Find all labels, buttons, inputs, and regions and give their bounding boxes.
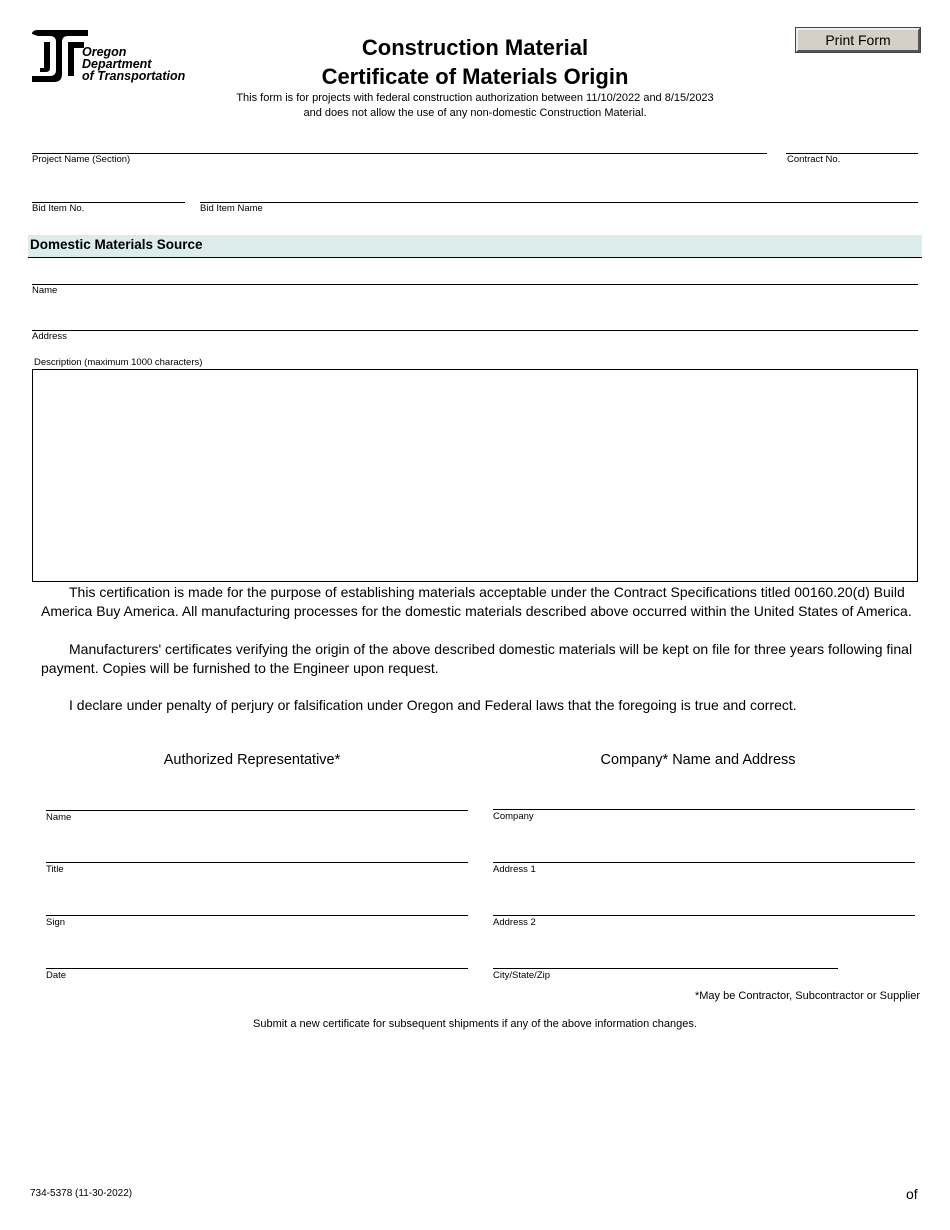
company-label: Company xyxy=(493,811,534,822)
footnote: *May be Contractor, Subcontractor or Supplier xyxy=(694,990,920,1002)
address2-label: Address 2 xyxy=(493,917,536,928)
company-field[interactable] xyxy=(493,809,915,810)
bid-item-no-label: Bid Item No. xyxy=(32,203,85,214)
source-address-label: Address xyxy=(32,331,67,342)
rep-date-label: Date xyxy=(46,970,67,981)
rep-sign-label: Sign xyxy=(46,917,66,928)
declaration-paragraph: I declare under penalty of perjury or falsification under Oregon and Federal laws that the foregoing is true and correct. xyxy=(69,697,797,713)
bid-item-name-label: Bid Item Name xyxy=(200,203,263,214)
project-name-field[interactable] xyxy=(32,153,767,154)
source-name-label: Name xyxy=(32,285,58,296)
form-number: 734-5378 (11-30-2022) xyxy=(30,1188,133,1199)
rep-title-field[interactable] xyxy=(46,862,468,863)
source-address-field[interactable] xyxy=(32,330,918,331)
address1-field[interactable] xyxy=(493,862,915,863)
form-title xyxy=(230,33,720,91)
section-header-domestic-source xyxy=(28,235,922,258)
description-textarea[interactable] xyxy=(32,369,918,582)
rep-name-field[interactable] xyxy=(46,810,468,811)
source-name-field[interactable] xyxy=(32,284,918,285)
rep-name-label: Name xyxy=(46,812,72,823)
subtitle-line-1: This form is for projects with federal construction authorization between 11/10/2022 and 8/15/2023 xyxy=(236,92,714,104)
project-name-label: Project Name (Section) xyxy=(32,154,131,165)
rep-title-label: Title xyxy=(46,864,64,875)
odot-logo xyxy=(28,28,218,88)
section-title: Domestic Materials Source xyxy=(30,237,203,252)
title-line-2: Certificate of Materials Origin xyxy=(321,64,629,89)
city-state-zip-field[interactable] xyxy=(493,968,838,969)
authorized-rep-heading: Authorized Representative* xyxy=(163,752,341,768)
print-form-button[interactable]: Print Form xyxy=(796,28,920,52)
description-label: Description (maximum 1000 characters) xyxy=(34,357,203,368)
title-line-1: Construction Material xyxy=(361,35,589,60)
rep-sign-field[interactable] xyxy=(46,915,468,916)
certification-paragraph-2: Manufacturers' certificates verifying the origin of the above described domestic materials will be kept on file for three years following final payment. Copies will be furnished to the Engineer upon request. xyxy=(41,641,913,676)
form-subtitle xyxy=(160,91,790,121)
subtitle-line-2: and does not allow the use of any non-domestic Construction Material. xyxy=(303,107,647,119)
page-of: of xyxy=(906,1186,918,1202)
company-heading: Company* Name and Address xyxy=(600,752,796,768)
rep-date-field[interactable] xyxy=(46,968,468,969)
bid-item-name-field[interactable] xyxy=(200,202,918,203)
address1-label: Address 1 xyxy=(493,864,536,875)
address2-field[interactable] xyxy=(493,915,915,916)
certification-paragraph-1: This certification is made for the purpose of establishing materials acceptable under the Contract Specifications titled 00160.20(d) Build America Buy America. All manufacturing processes for the domestic materials described above occurred within the United States of America. xyxy=(41,584,912,619)
submit-note: Submit a new certificate for subsequent shipments if any of the above information changes. xyxy=(253,1018,697,1030)
contract-no-label: Contract No. xyxy=(787,154,841,165)
logo-line-1: Oregon xyxy=(82,45,127,59)
city-state-zip-label: City/State/Zip xyxy=(493,970,551,981)
logo-line-3: of Transportation xyxy=(82,69,186,83)
logo-line-2: Department xyxy=(82,57,152,71)
odot-logo-icon xyxy=(28,28,88,88)
